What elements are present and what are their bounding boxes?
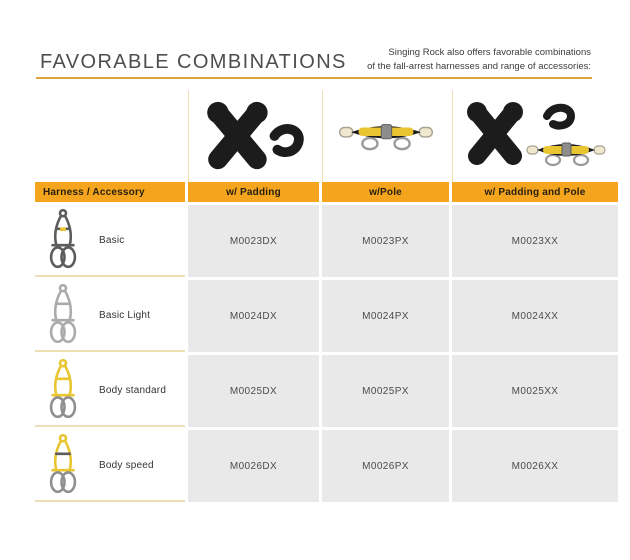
- intro-line-1: Singing Rock also offers favorable combinations: [388, 47, 591, 58]
- harness-cell-basic: [35, 205, 185, 277]
- image-cell-padding-and-pole: [452, 90, 618, 182]
- harness-body-speed-image: [41, 433, 85, 497]
- row-label: Basic: [99, 234, 125, 246]
- code-cell: M0023XX: [452, 205, 618, 277]
- code-cell: M0026XX: [452, 430, 618, 502]
- intro-text: [367, 46, 591, 73]
- code-cell: M0025XX: [452, 355, 618, 427]
- code-cell: M0024XX: [452, 280, 618, 352]
- page-title: FAVORABLE COMBINATIONS: [40, 51, 347, 73]
- column-header-harness-accessory: Harness / Accessory: [35, 182, 185, 202]
- table-row: [35, 430, 618, 502]
- accessory-images-row: [35, 90, 618, 182]
- image-cell-empty: [35, 90, 185, 182]
- pole-belt-icon: [334, 111, 438, 161]
- harness-body-standard-image: [41, 358, 85, 422]
- row-label: Basic Light: [99, 309, 151, 321]
- table-row: [35, 205, 618, 277]
- row-label: Body standard: [99, 384, 167, 396]
- padding-icon: [200, 97, 308, 175]
- table-row: [35, 280, 618, 352]
- code-cell: M0024DX: [188, 280, 319, 352]
- title-underline: [36, 77, 592, 79]
- row-label: Body speed: [99, 459, 154, 471]
- code-cell: M0023DX: [188, 205, 319, 277]
- table-row: [35, 355, 618, 427]
- code-cell: M0024PX: [322, 280, 449, 352]
- column-header-w-pole: w/Pole: [322, 182, 449, 202]
- code-cell: M0025DX: [188, 355, 319, 427]
- table-header-row: [35, 182, 618, 202]
- column-header-w-padding-and-pole: w/ Padding and Pole: [452, 182, 618, 202]
- intro-line-2: of the fall-arrest harnesses and range of accessories:: [367, 60, 591, 72]
- padding-and-pole-icon: [461, 94, 611, 178]
- code-cell: M0025PX: [322, 355, 449, 427]
- code-cell: M0023PX: [322, 205, 449, 277]
- harness-basic-image: [41, 208, 85, 272]
- image-cell-padding: [188, 90, 319, 182]
- harness-cell-body-standard: [35, 355, 185, 427]
- combinations-table: [35, 90, 618, 502]
- code-cell: M0026DX: [188, 430, 319, 502]
- image-cell-pole: [322, 90, 449, 182]
- harness-cell-basic-light: [35, 280, 185, 352]
- harness-cell-body-speed: [35, 430, 185, 502]
- column-header-w-padding: w/ Padding: [188, 182, 319, 202]
- code-cell: M0026PX: [322, 430, 449, 502]
- harness-basic-light-image: [41, 283, 85, 347]
